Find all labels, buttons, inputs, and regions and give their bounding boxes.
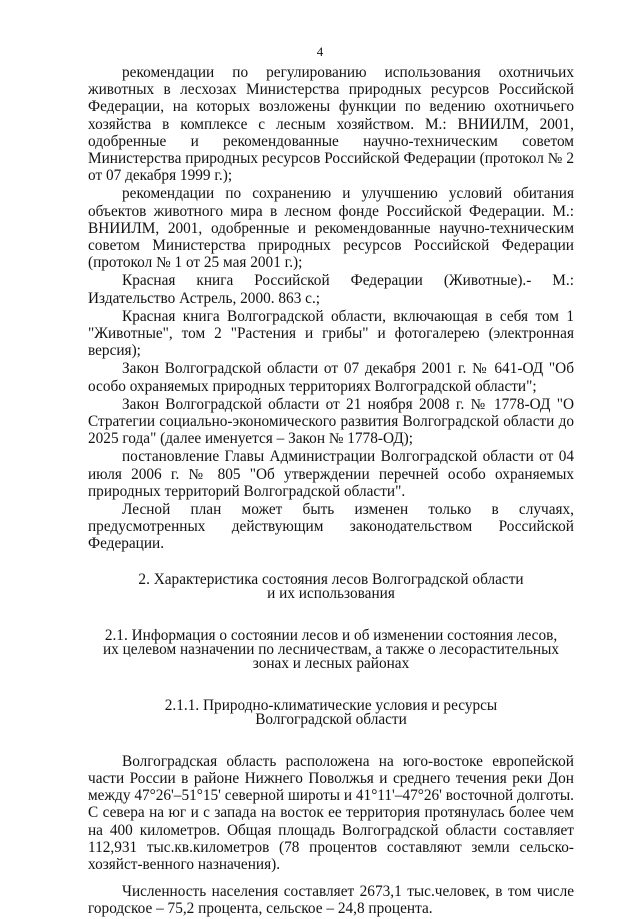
section-2-1-1-heading-line: 2.1.1. Природно-климатические условия и ресурсы (164, 696, 498, 714)
section-2-1-heading (88, 626, 574, 672)
page-number: 4 (316, 44, 324, 59)
section-2-1-1-heading (88, 696, 574, 728)
paragraph: рекомендации по регулированию использования охотничьих животных в лесхозах Министерства природных ресурсов Российской Федерации, на которых возложены функции по ведению охотничьего хозяйства в комплексе с лесным хозяйством. М.: ВНИИЛМ, 2001, одобренные и рекомендованные научно-техническим советом Министерства природных ресурсов Российской Федерации (протокол № 2 от 07 декабря 1999 г.); (88, 64, 574, 185)
paragraph: Красная книга Волгоградской области, включающая в себя том 1 "Животные", том 2 "Растения и грибы" и фотогалерею (электронная версия); (88, 307, 574, 360)
paragraph: Лесной план может быть изменен только в случаях, предусмотренных действующим законодательством Российской Федерации. (88, 501, 574, 553)
section-2-heading-line: и их использования (267, 584, 395, 602)
paragraph: рекомендации по сохранению и улучшению условий обитания объектов животного мира в лесном фонде Российской Федерации. М.: ВНИИЛМ, 2001, одобренные и рекомендованные научно-техническим советом Министерства природных ресурсов Российской Федерации (протокол № 1 от 25 мая 2001 г.); (88, 185, 574, 272)
section-2-1-heading-line: зонах и лесных районах (252, 654, 410, 672)
section-2-heading-line: 2. Характеристика состояния лесов Волгоградской области (138, 570, 524, 588)
paragraph: Численность населения составляет 2673,1 тыс.человек, в том числе городское – 75,2 процента, сельское – 24,8 процента. (88, 883, 574, 918)
paragraph: Закон Волгоградской области от 07 декабря 2001 г. № 641-ОД "Об особо охраняемых природных территориях Волгоградской области"; (88, 360, 574, 395)
paragraph: Волгоградская область расположена на юго-востоке европейской части России в районе Нижнего Поволжья и среднего течения реки Дон между 47°26'–51°15' северной широты и 41°11'–47°26' восточной долготы. С севера на юг и с запада на восток ее территория протянулась более чем на 400 километров. Общая площадь Волгоградской области составляет 112,931 тыс.кв.километров (78 процентов составляют земли сельско-хозяйст-венного назначения). (88, 752, 574, 873)
section-2-1-1-heading-line: Волгоградской области (255, 710, 407, 728)
paragraph: Закон Волгоградской области от 21 ноября 2008 г. № 1778-ОД "О Стратегии социально-экономического развития Волгоградской области до 2025 года" (далее именуется – Закон № 1778-ОД); (88, 395, 574, 448)
section-2-heading (88, 570, 574, 602)
section-2-1-heading-line: 2.1. Информация о состоянии лесов и об изменении состояния лесов, (104, 626, 558, 644)
document-body (88, 64, 574, 919)
paragraph: постановление Главы Администрации Волгоградской области от 04 июля 2006 г. № 805 "Об утверждении перечней особо охраняемых природных территорий Волгоградской области". (88, 448, 574, 500)
paragraph: Красная книга Российской Федерации (Животные).- М.: Издательство Астрель, 2000. 863 с.; (88, 272, 574, 307)
section-2-1-heading-line: их целевом назначении по лесничествам, а также о лесорастительных (102, 640, 560, 658)
